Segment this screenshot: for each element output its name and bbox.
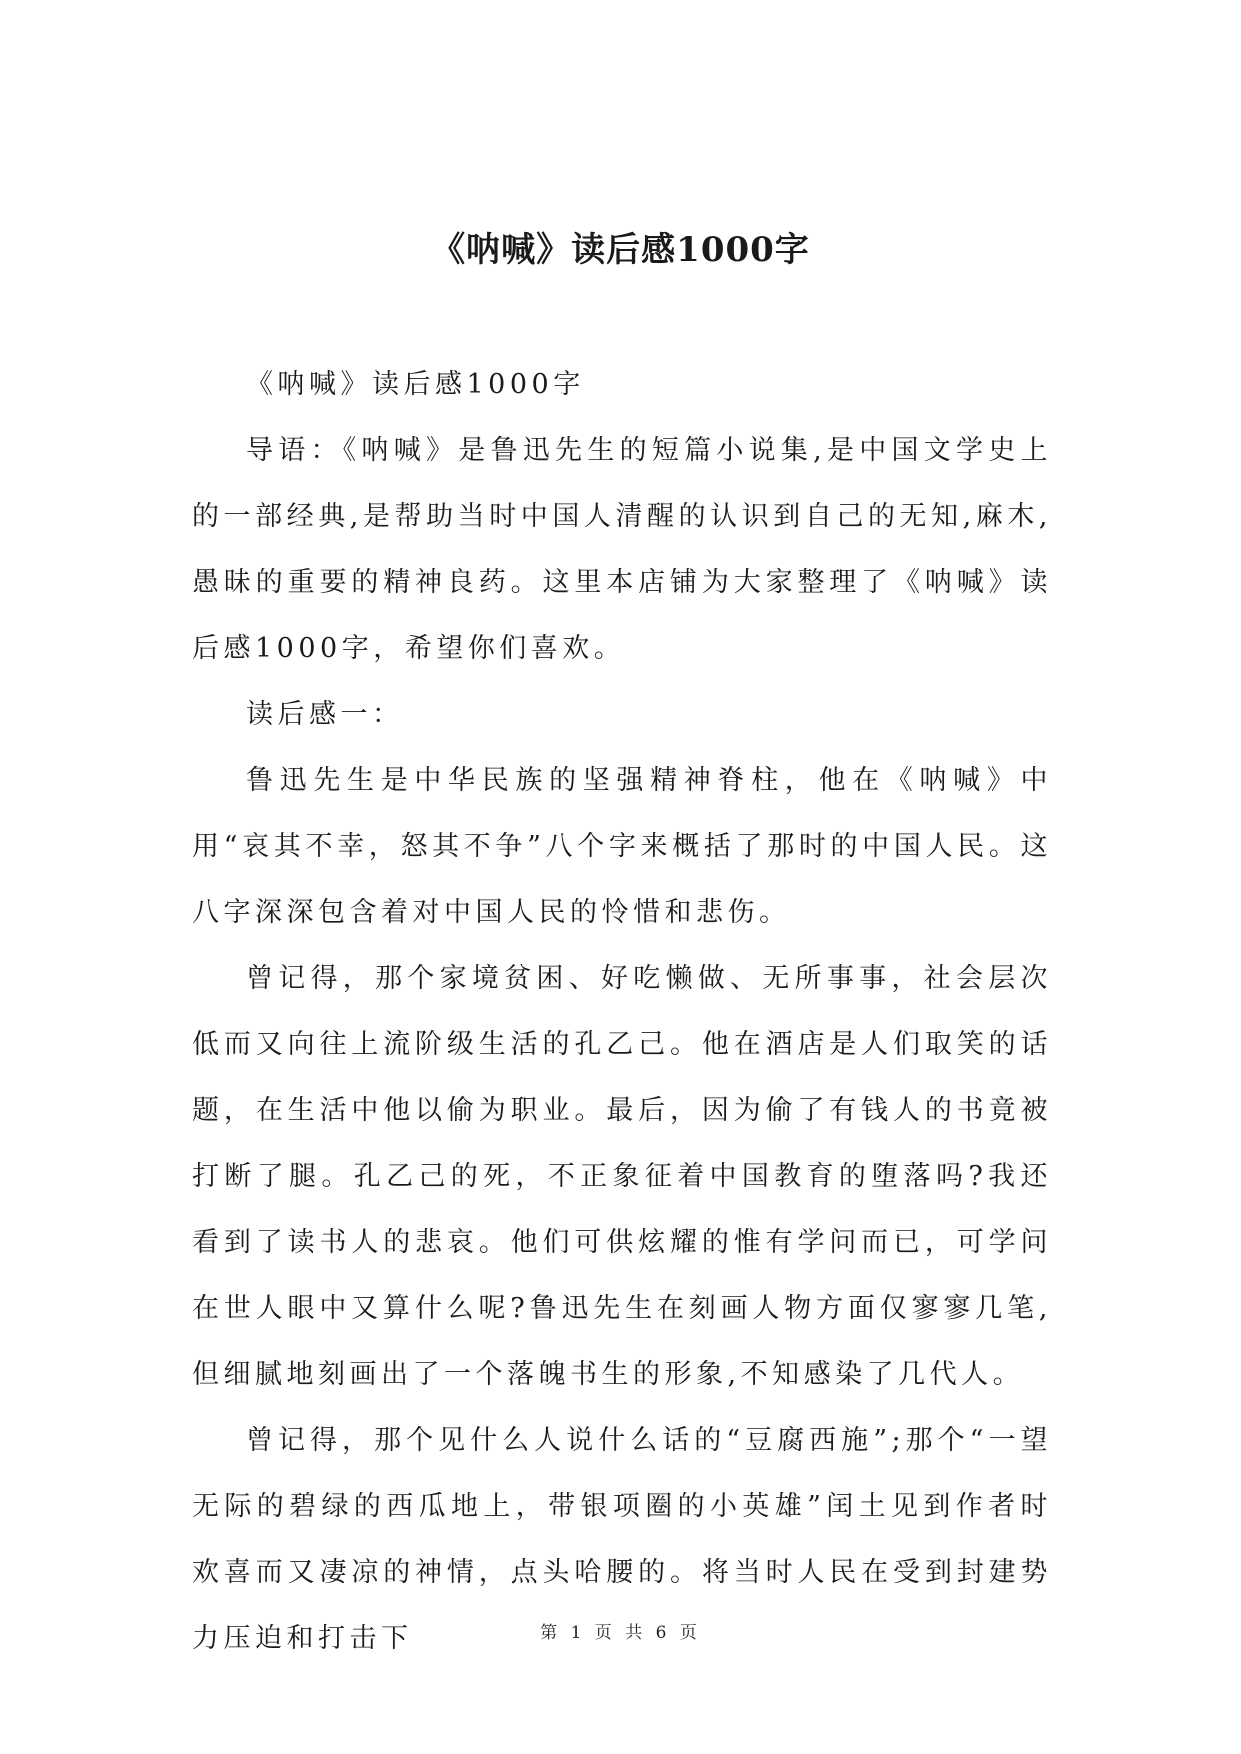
paragraph-section-label: 读后感一：	[246, 699, 404, 730]
paragraph: 鲁迅先生是中华民族的坚强精神脊柱，他在《呐喊》中用“哀其不幸，怒其不争”八个字来概括了那时的中国人民。这八字深深包含着对中国人民的怜惜和悲伤。	[192, 765, 1052, 928]
paragraph-heading: 《呐喊》读后感1000字	[246, 369, 585, 400]
paragraph-intro: 导语：《呐喊》是鲁迅先生的短篇小说集,是中国文学史上的一部经典,是帮助当时中国人清醒的认识到自己的无知,麻木,愚昧的重要的精神良药。这里本店铺为大家整理了《呐喊》读后感1000字，希望你们喜欢。	[192, 435, 1052, 664]
page-number-footer: 第 1 页 共 6 页	[540, 1623, 701, 1643]
paragraph: 曾记得，那个家境贫困、好吃懒做、无所事事，社会层次低而又向往上流阶级生活的孔乙己。他在酒店是人们取笑的话题，在生活中他以偷为职业。最后，因为偷了有钱人的书竟被打断了腿。孔乙己的死，不正象征着中国教育的堕落吗?我还看到了读书人的悲哀。他们可供炫耀的惟有学问而已，可学问在世人眼中又算什么呢?鲁迅先生在刻画人物方面仅寥寥几笔,但细腻地刻画出了一个落魄书生的形象,不知感染了几代人。	[192, 963, 1052, 1390]
document-title: 《呐喊》读后感1000字	[431, 230, 810, 270]
paragraph: 曾记得，那个见什么人说什么话的“豆腐西施”;那个“一望无际的碧绿的西瓜地上，带银项圈的小英雄”闰土见到作者时欢喜而又凄凉的神情，点头哈腰的。将当时人民在受到封建势力压迫和打击下	[192, 1425, 1052, 1654]
document-body	[192, 352, 1052, 1672]
